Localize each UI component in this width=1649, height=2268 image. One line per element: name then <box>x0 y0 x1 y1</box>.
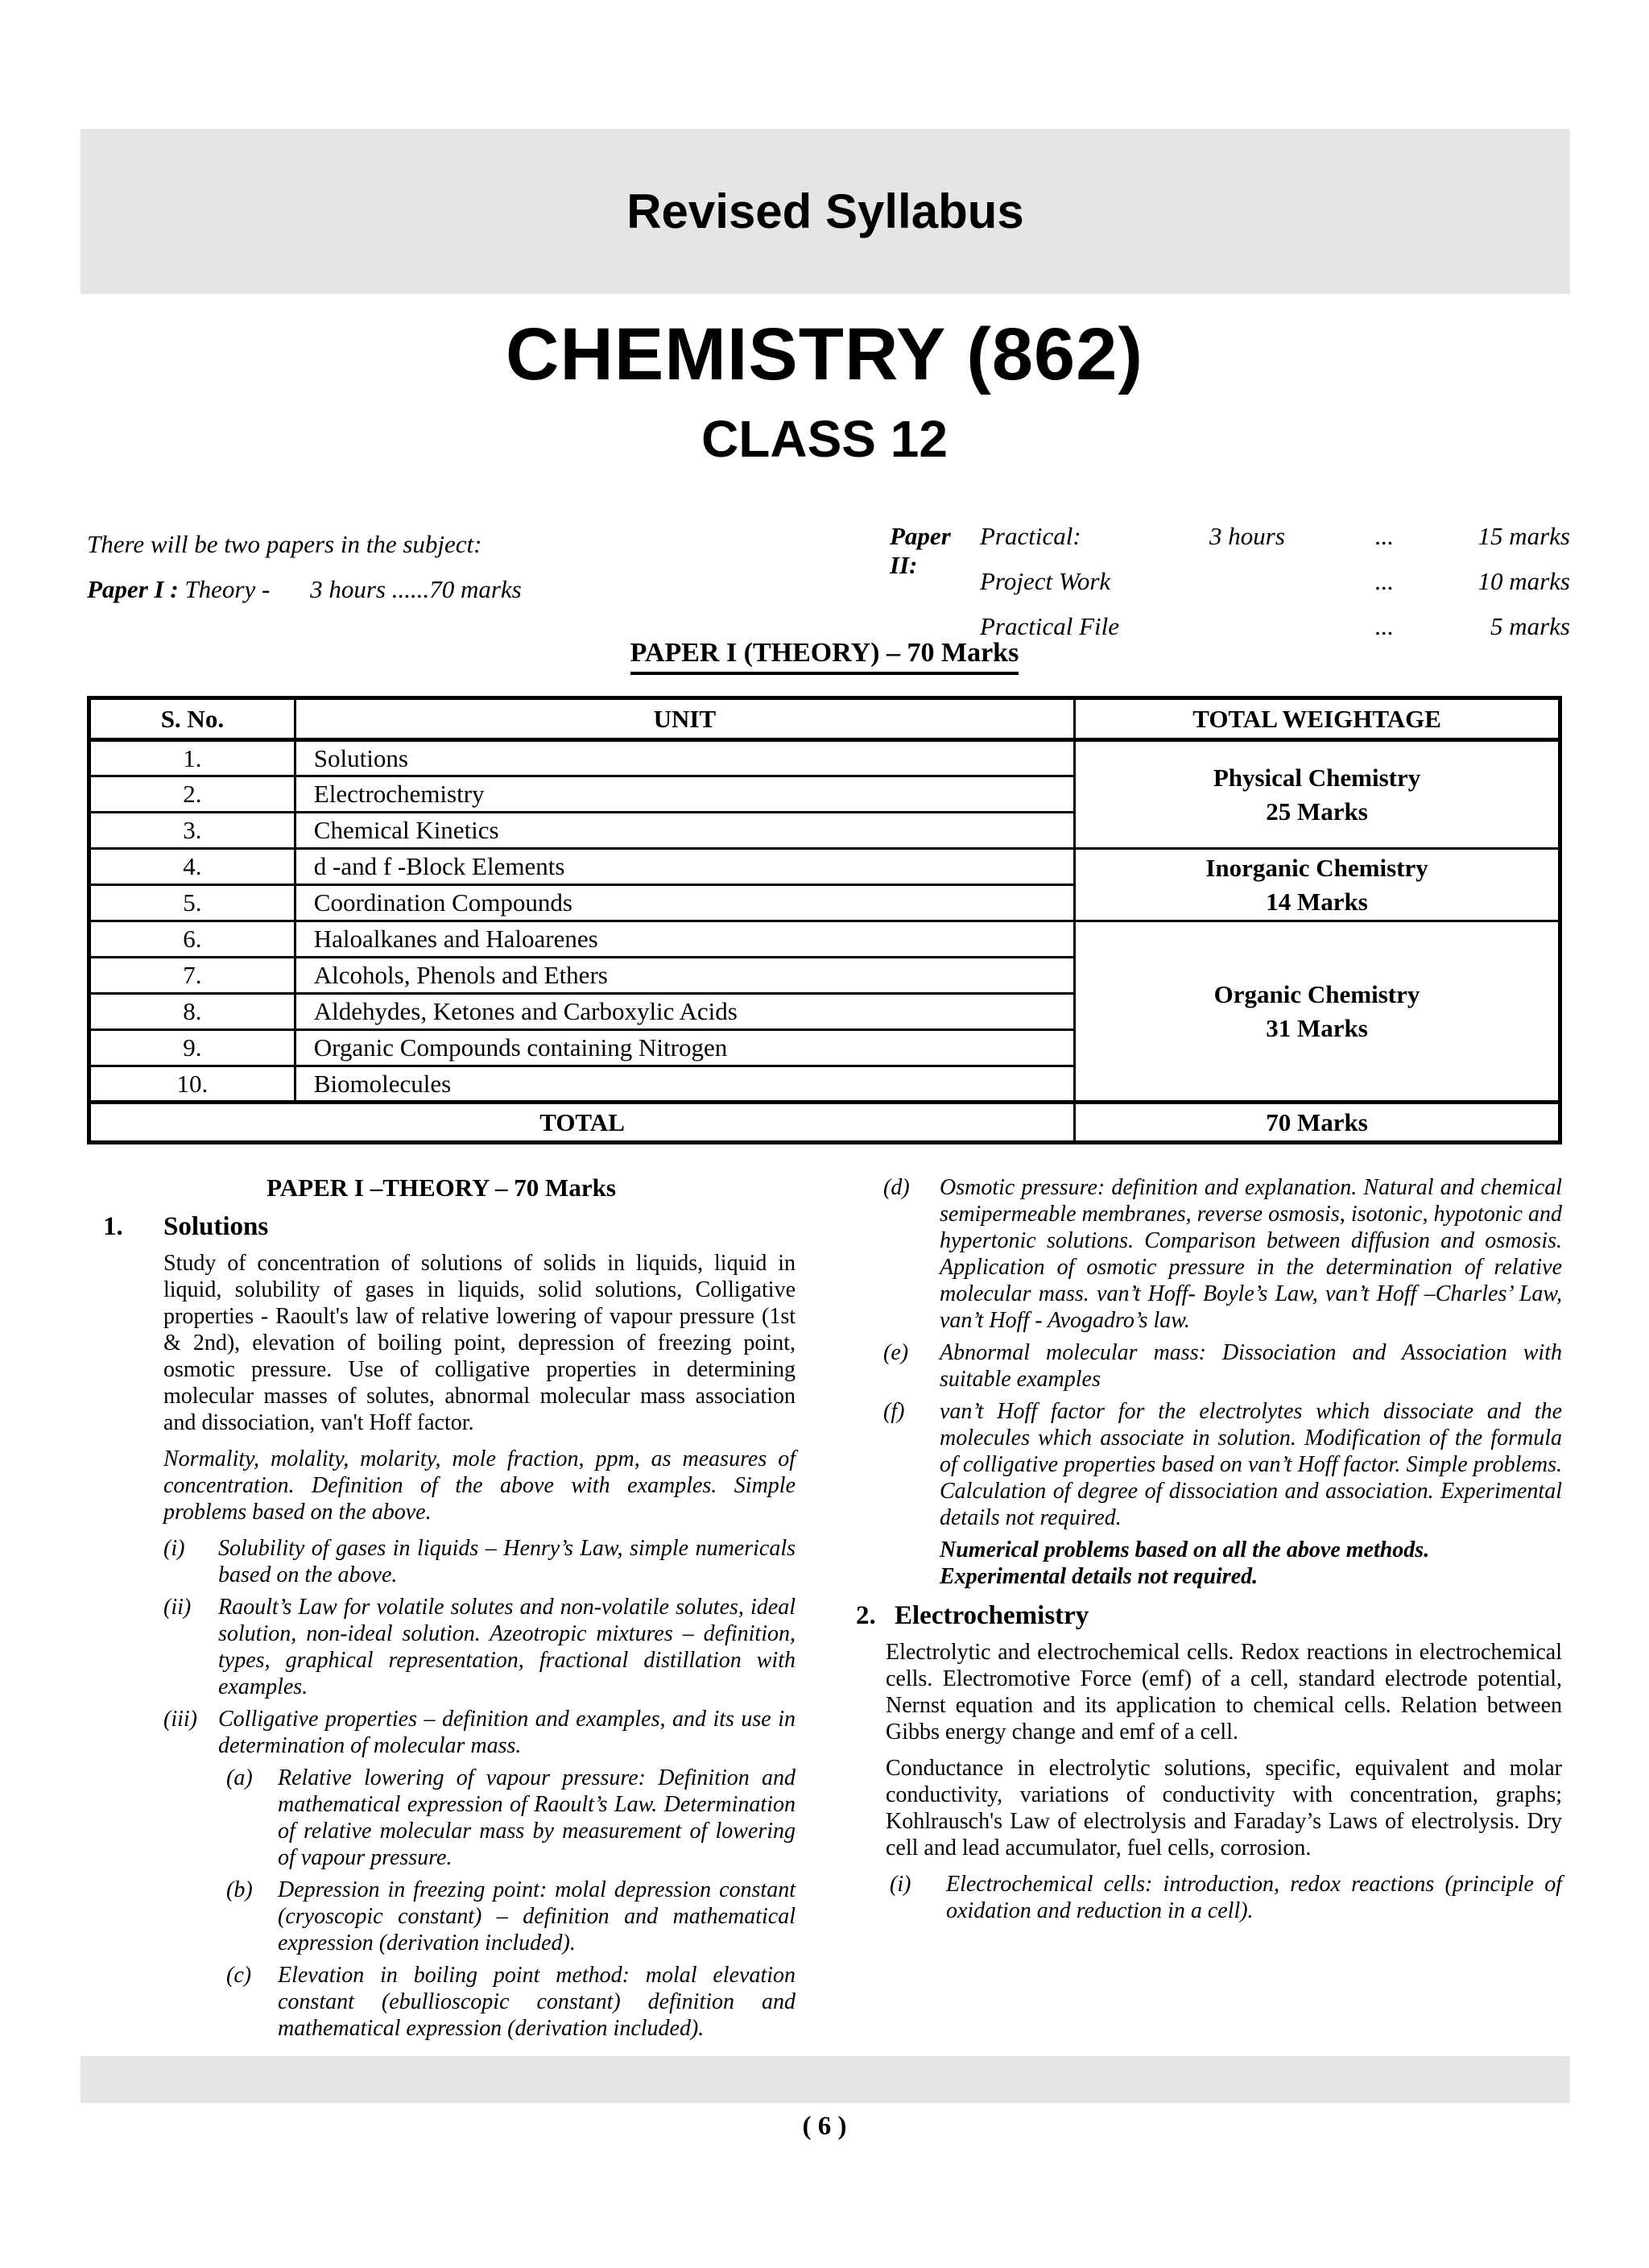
item-label: (i) <box>890 1872 911 1897</box>
intro-line-2 <box>87 567 779 612</box>
syllabus-subitem <box>880 1339 1562 1393</box>
syllabus-subitem <box>218 1765 796 1871</box>
syllabus-item <box>890 1871 1562 1924</box>
item-label: (f) <box>883 1399 905 1424</box>
serial-cell: 4. <box>89 849 295 885</box>
intro-right <box>890 522 1570 657</box>
unit-cell: Chemical Kinetics <box>295 813 1074 849</box>
table-row <box>89 921 1560 958</box>
item-text: Osmotic pressure: definition and explanation. Natural and chemical semipermeable membranes, reverse osmosis, isotonic, hypotonic and hypertonic solutions. Comparison between diffusion and osmosis. Application of osmotic pressure in the determination of relative molecular mass. van’t Hoff- Boyle’s Law, van’t Hoff –Charles’ Law, van’t Hoff - Avogadro’s law. <box>940 1175 1562 1333</box>
paper1-label: Paper I : <box>87 575 179 603</box>
banner-title: Revised Syllabus <box>626 184 1024 238</box>
serial-cell: 3. <box>89 813 295 849</box>
intro-row <box>890 567 1570 612</box>
table-row <box>89 849 1560 885</box>
serial-cell: 9. <box>89 1030 295 1066</box>
serial-cell: 2. <box>89 776 295 813</box>
section-number: 2. <box>856 1601 876 1630</box>
item-label: (b) <box>226 1877 253 1902</box>
item-text: Electrochemical cells: introduction, redox reactions (principle of oxidation and reduction in a cell). <box>946 1872 1562 1923</box>
table-total-row <box>89 1103 1560 1143</box>
weightage-cell-physical: Physical Chemistry 25 Marks <box>1075 740 1560 849</box>
unit-cell: Coordination Compounds <box>295 885 1074 921</box>
section-heading-solutions <box>87 1214 796 1240</box>
total-label-cell: TOTAL <box>89 1103 1075 1143</box>
serial-cell: 7. <box>89 958 295 994</box>
syllabus-item <box>163 1535 796 1588</box>
section-number: 1. <box>103 1212 123 1241</box>
numerical-problems-note: Numerical problems based on all the above methods. Experimental details not required. <box>940 1538 1430 1589</box>
table-row <box>89 740 1560 776</box>
serial-cell: 6. <box>89 921 295 958</box>
intro-left <box>87 522 779 612</box>
item-label: (a) <box>226 1765 253 1790</box>
item-text: van’t Hoff factor for the electrolytes which dissociate and the molecules which associate in solution. Modification of the formula of colligative properties based on van’t Hoff factor. Simple problems. Calculation of degree of dissociation and association. Experimental details not required. <box>940 1399 1562 1530</box>
item-label: (i) <box>163 1536 185 1561</box>
exam-marks: 10 marks <box>1477 567 1570 595</box>
page-number: ( 6 ) <box>802 2112 847 2141</box>
paragraph: Study of concentration of solutions of solids in liquids, liquid in liquid, solubility of gases in liquids, solid solutions, Colligative properties - Raoult's law of relative lowering of vapour pressure (1st & 2nd), elevation of boiling point, depression of freezing point, osmotic pressure. Use of colligative properties in determining molecular masses of solutes, abnormal molecular mass association and dissociation, van't Hoff factor. <box>163 1251 796 1435</box>
item-label: (d) <box>883 1175 910 1200</box>
paragraph: Normality, molality, molarity, mole fraction, ppm, as measures of concentration. Definition of the above with examples. Simple problems based on the above. <box>163 1446 796 1525</box>
dots-separator: ... <box>1374 567 1395 595</box>
serial-cell: 10. <box>89 1066 295 1103</box>
unit-cell: Aldehydes, Ketones and Carboxylic Acids <box>295 994 1074 1030</box>
section-title: Electrochemistry <box>895 1601 1089 1630</box>
serial-cell: 8. <box>89 994 295 1030</box>
table-header-row <box>89 698 1560 740</box>
intro-row <box>890 522 1570 579</box>
syllabus-subitem <box>218 1877 796 1956</box>
footer-bar <box>81 2056 1570 2103</box>
subject-title: CHEMISTRY (862) <box>505 313 1144 395</box>
syllabus-subitem <box>218 1962 796 2042</box>
exam-marks: 15 marks <box>1477 522 1570 550</box>
exam-duration: 3 hours <box>1209 522 1285 550</box>
unit-cell: Solutions <box>295 740 1074 776</box>
paper1-theory-heading: PAPER I (THEORY) – 70 Marks <box>0 638 1649 668</box>
column-left <box>87 1174 796 2047</box>
item-text: Abnormal molecular mass: Dissociation and Association with suitable examples <box>940 1340 1562 1392</box>
item-text: Elevation in boiling point method: molal elevation constant (ebullioscopic constant) definition and mathematical expression (derivation included). <box>278 1963 796 2041</box>
item-text: Raoult’s Law for volatile solutes and non-volatile solutes, ideal solution, non-ideal solution. Azeotropic mixtures – definition, types, graphical representation, fractional distillation with examples. <box>218 1595 796 1699</box>
column-right <box>856 1174 1562 2047</box>
syllabus-subitem <box>880 1398 1562 1531</box>
exam-name: Practical: <box>980 522 1081 550</box>
intro-line-1: There will be two papers in the subject: <box>87 530 482 558</box>
class-title: CLASS 12 <box>701 410 948 468</box>
syllabus-item <box>163 1594 796 1700</box>
weightage-table <box>87 696 1562 1144</box>
item-text: Colligative properties – definition and examples, and its use in determination of molecular mass. <box>218 1707 796 1758</box>
item-label: (c) <box>226 1963 252 1988</box>
serial-cell: 5. <box>89 885 295 921</box>
content-columns <box>87 1174 1570 2047</box>
unit-cell: Haloalkanes and Haloarenes <box>295 921 1074 958</box>
syllabus-subitem <box>880 1174 1562 1334</box>
revised-syllabus-banner <box>81 129 1570 294</box>
dots-separator: ... <box>1374 522 1395 550</box>
exam-marks: 5 marks <box>1490 612 1570 640</box>
item-text: Solubility of gases in liquids – Henry’s Law, simple numericals based on the above. <box>218 1536 796 1587</box>
unit-cell: Alcohols, Phenols and Ethers <box>295 958 1074 994</box>
paper1-detail: 3 hours ......70 marks <box>310 575 522 603</box>
item-label: (iii) <box>163 1707 197 1732</box>
header-weightage: TOTAL WEIGHTAGE <box>1075 698 1560 740</box>
unit-cell: Electrochemistry <box>295 776 1074 813</box>
syllabus-item <box>163 1706 796 1759</box>
section-heading-electrochemistry <box>856 1603 1562 1629</box>
unit-cell: Biomolecules <box>295 1066 1074 1103</box>
paper2-label: Paper II: <box>890 522 951 579</box>
exam-name: Project Work <box>980 567 1111 595</box>
item-label: (ii) <box>163 1595 192 1620</box>
paragraph: Conductance in electrolytic solutions, specific, equivalent and molar conductivity, variations of conductivity with concentration, graphs; Kohlrausch's Law of electrolysis and Faraday’s Laws of electrolysis. Dry cell and lead accumulator, fuel cells, corrosion. <box>886 1756 1562 1860</box>
unit-cell: d -and f -Block Elements <box>295 849 1074 885</box>
paragraph: Electrolytic and electrochemical cells. Redox reactions in electrochemical cells. Electromotive Force (emf) of a cell, standard electrode potential, Nernst equation and its application to chemical cells. Relation between Gibbs energy change and emf of a cell. <box>886 1640 1562 1744</box>
weightage-cell-inorganic: Inorganic Chemistry 14 Marks <box>1075 849 1560 921</box>
paper1-type: Theory - <box>184 575 271 603</box>
header-unit: UNIT <box>295 698 1074 740</box>
unit-cell: Organic Compounds containing Nitrogen <box>295 1030 1074 1066</box>
item-text: Relative lowering of vapour pressure: Definition and mathematical expression of Raoult’s Law. Determination of relative molecular mass by measurement of lowering of vapour pressure. <box>278 1765 796 1870</box>
dots-separator: ... <box>1374 612 1395 640</box>
exam-name: Practical File <box>980 612 1120 640</box>
serial-cell: 1. <box>89 740 295 776</box>
total-marks-cell: 70 Marks <box>1075 1103 1560 1143</box>
weightage-cell-organic: Organic Chemistry 31 Marks <box>1075 921 1560 1103</box>
item-text: Depression in freezing point: molal depression constant (cryoscopic constant) – definition and mathematical expression (derivation included). <box>278 1877 796 1956</box>
section-title: Solutions <box>163 1212 269 1241</box>
header-serial: S. No. <box>89 698 295 740</box>
content-heading: PAPER I –THEORY – 70 Marks <box>267 1173 616 1202</box>
item-label: (e) <box>883 1340 909 1365</box>
